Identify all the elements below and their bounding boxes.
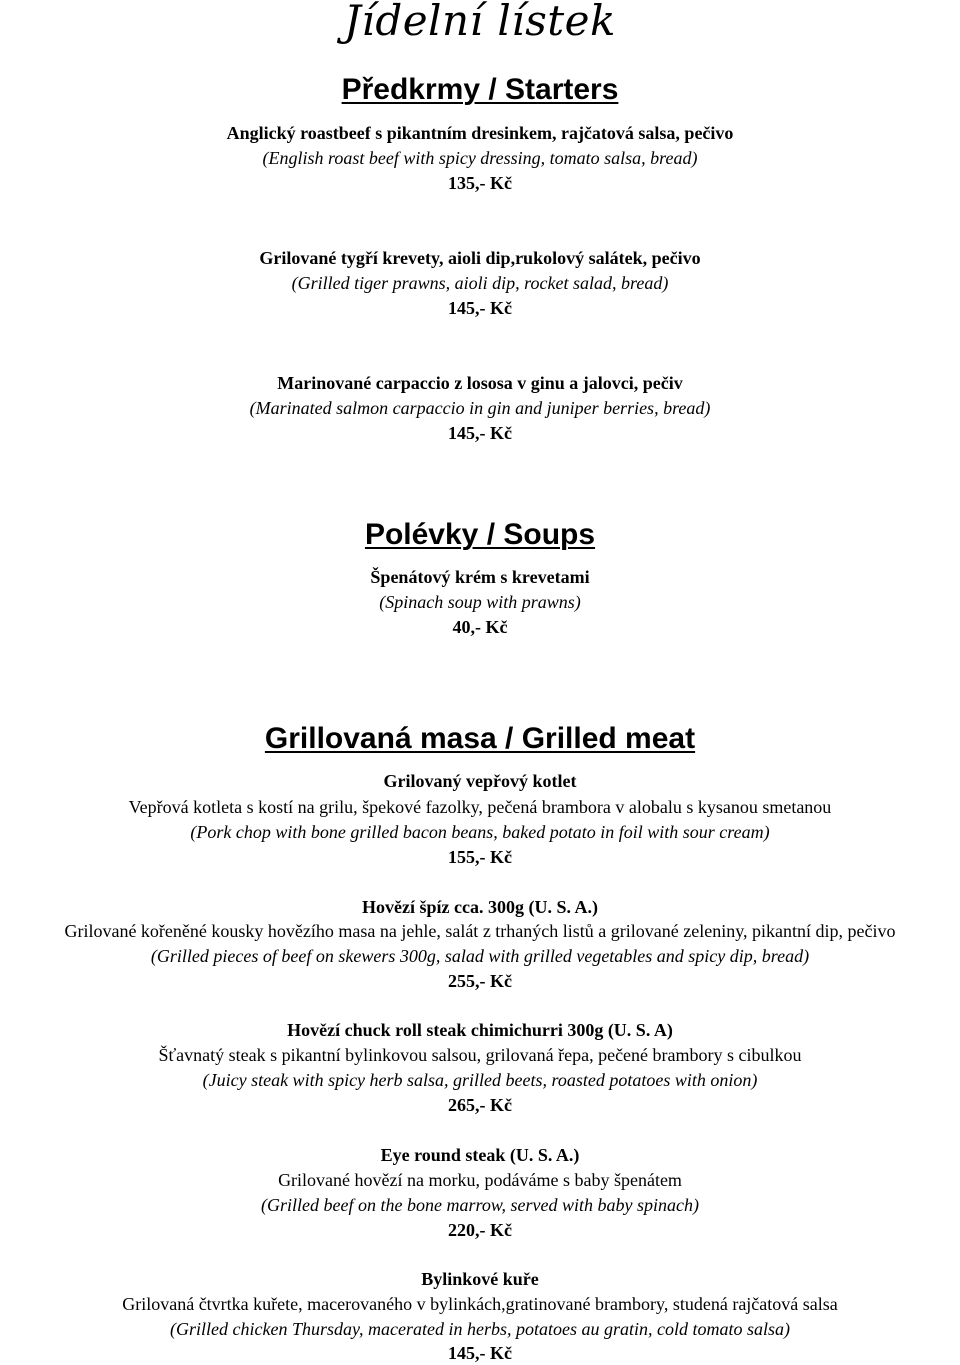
- item-name: Grilovaný vepřový kotlet: [383, 771, 577, 791]
- item-name: Hovězí chuck roll steak chimichurri 300g (U. S. A): [287, 1020, 673, 1040]
- item-english: (Grilled tiger prawns, aioli dip, rocket salad, bread): [291, 273, 669, 293]
- item-description: Šťavnatý steak s pikantní bylinkovou salsou, grilovaná řepa, pečené brambory s cibulkou: [158, 1045, 802, 1065]
- item-description: Grilované kořeněné kousky hovězího masa na jehle, salát z trhaných listů a grilované zeleniny, pikantní dip, pečivo: [64, 921, 896, 941]
- item-name: Špenátový krém s krevetami: [370, 567, 590, 587]
- item-english: (Juicy steak with spicy herb salsa, grilled beets, roasted potatoes with onion): [202, 1070, 758, 1090]
- item-english: (Marinated salmon carpaccio in gin and juniper berries, bread): [249, 398, 711, 418]
- item-price: 220,- Kč: [448, 1220, 512, 1240]
- item-name: Eye round steak (U. S. A.): [380, 1145, 580, 1165]
- item-name: Anglický roastbeef s pikantním dresinkem, rajčatová salsa, pečivo: [226, 123, 734, 143]
- item-description: Grilované hovězí na morku, podáváme s baby špenátem: [278, 1170, 682, 1190]
- item-english: (Pork chop with bone grilled bacon beans, baked potato in foil with sour cream): [190, 822, 770, 842]
- item-price: 265,- Kč: [448, 1095, 512, 1115]
- item-price: 135,- Kč: [448, 173, 512, 193]
- item-price: 155,- Kč: [448, 847, 512, 867]
- item-price: 255,- Kč: [448, 971, 512, 991]
- section-heading-label: Polévky / Soups: [364, 518, 596, 551]
- section-heading-grilled-meat: [0, 721, 960, 757]
- section-heading-label: Grillovaná masa / Grilled meat: [264, 722, 696, 755]
- item-name: Marinované carpaccio z lososa v ginu a jalovci, pečiv: [277, 373, 683, 393]
- item-english: (English roast beef with spicy dressing, tomato salsa, bread): [262, 148, 698, 168]
- item-description: Grilovaná čtvrtka kuřete, macerovaného v bylinkách,gratinované brambory, studená rajčatová salsa: [122, 1294, 838, 1314]
- item-price: 145,- Kč: [448, 423, 512, 443]
- item-english: (Spinach soup with prawns): [379, 592, 581, 612]
- item-name: Hovězí špíz cca. 300g (U. S. A.): [362, 897, 598, 917]
- item-price: 145,- Kč: [448, 1343, 512, 1363]
- item-name: Grilované tygří krevety, aioli dip,rukolový salátek, pečivo: [259, 248, 701, 268]
- section-heading-label: Předkrmy / Starters: [341, 73, 619, 106]
- section-heading-soups: [0, 517, 960, 553]
- item-price: 40,- Kč: [452, 617, 508, 637]
- item-price: 145,- Kč: [448, 298, 512, 318]
- item-english: (Grilled pieces of beef on skewers 300g, salad with grilled vegetables and spicy dip, bread): [150, 946, 810, 966]
- menu-title: Jídelní lístek: [344, 0, 616, 45]
- section-heading-starters: [0, 72, 960, 108]
- item-english: (Grilled chicken Thursday, macerated in herbs, potatoes au gratin, cold tomato salsa): [170, 1319, 790, 1339]
- item-description: Vepřová kotleta s kostí na grilu, špekové fazolky, pečená brambora v alobalu s kysanou smetanou: [128, 797, 832, 817]
- item-name: Bylinkové kuře: [421, 1269, 539, 1289]
- item-english: (Grilled beef on the bone marrow, served with baby spinach): [261, 1195, 699, 1215]
